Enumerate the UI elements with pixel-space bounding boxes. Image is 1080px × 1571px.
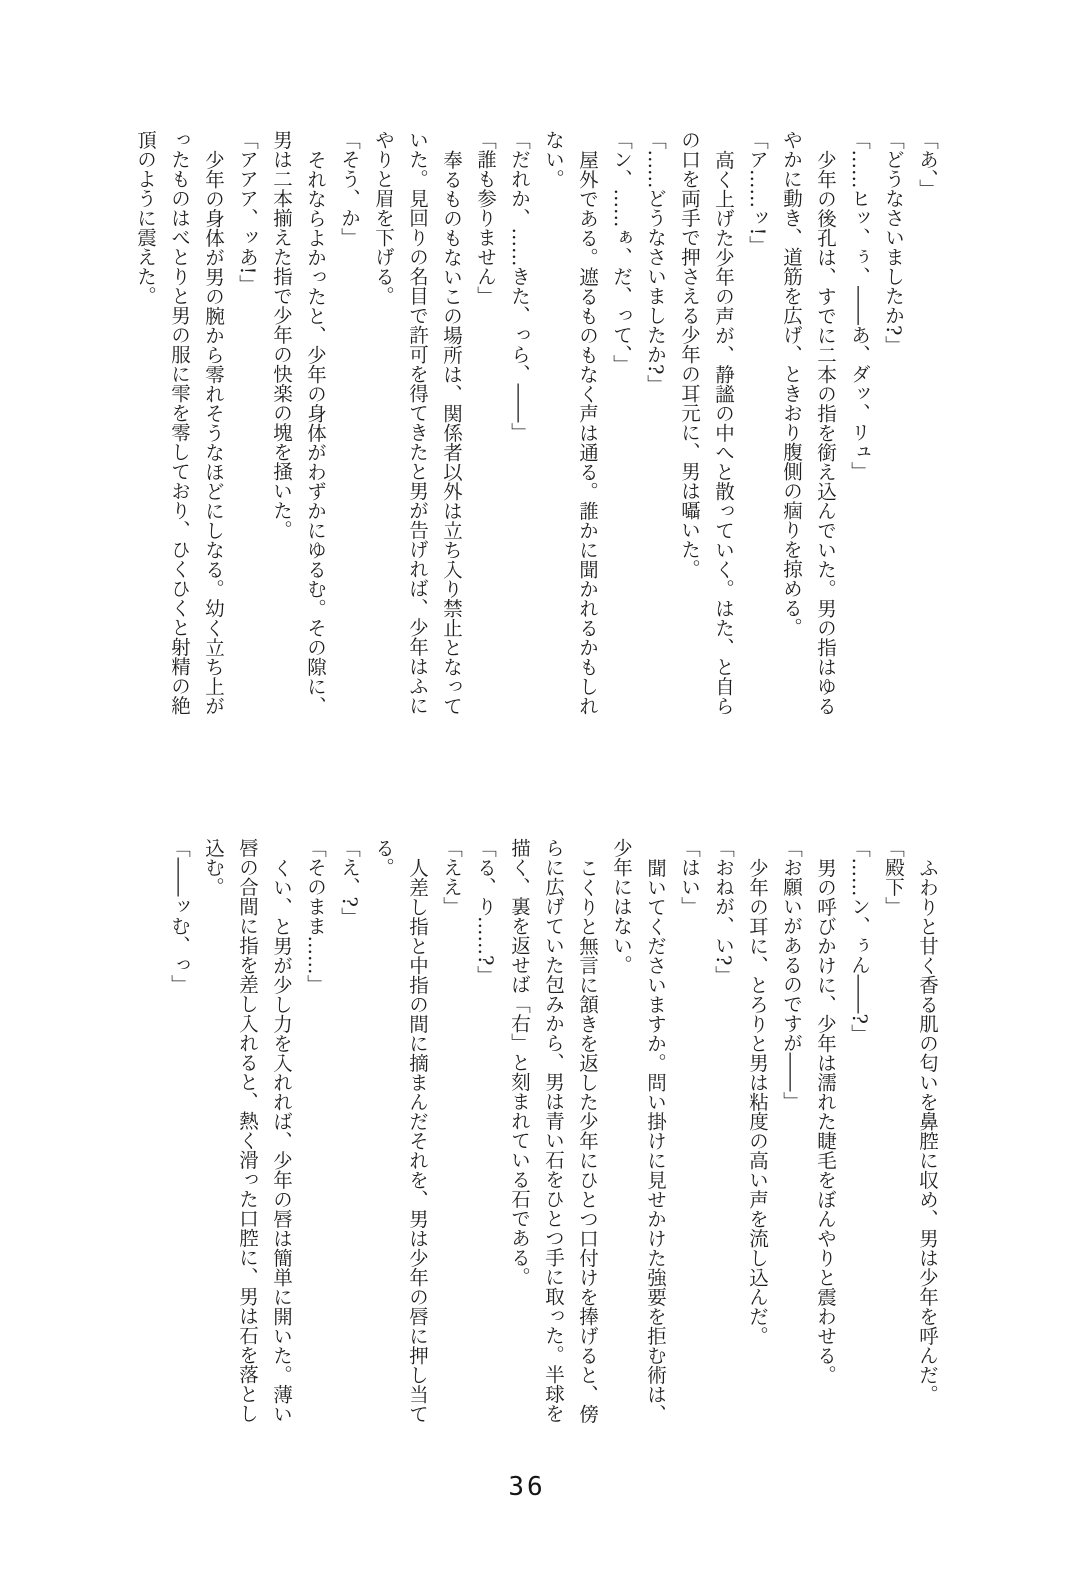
text-paragraph: くい、と男が少し力を入れれば、少年の唇は簡単に開いた。薄い唇の合間に指を差し入れると、熱く滑った口腔に、男は石を落とし込む。	[202, 838, 293, 1423]
text-paragraph: それならよかったと、少年の身体がわずかにゆるむ。その隙に、男は二本揃えた指で少年の快楽の塊を掻いた。	[270, 130, 327, 715]
page-number: 36	[508, 1472, 546, 1502]
text-paragraph: 「ア……ッ!」	[746, 130, 769, 255]
text-paragraph: 「どうなさいましたか?」	[882, 130, 905, 355]
text-paragraph: 「誰も参りません」	[474, 130, 497, 306]
text-paragraph: 少年の身体が男の腕から零れそうなほどにしなる。幼く立ち上がったものはべとりと男の服に雫を零しており、ひくひくと射精の絶頂のように震えた。	[134, 130, 225, 715]
text-paragraph: 「アアア、ッあ!」	[236, 130, 259, 294]
text-paragraph: 「お願いがあるのですが――」	[780, 838, 803, 1111]
text-paragraph: 高く上げた少年の声が、静謐の中へと散っていく。はた、と自らの口を両手で押さえる少年の耳元に、男は囁いた。	[678, 130, 735, 715]
text-paragraph: 「――ッむ、っ」	[168, 838, 191, 994]
text-paragraph: 「え、?」	[338, 838, 361, 927]
text-paragraph: 男の呼びかけに、少年は濡れた睫毛をぼんやりと震わせる。	[814, 857, 837, 1384]
text-paragraph: 屋外である。遮るものもなく声は通る。誰かに聞かれるかもしれない。	[542, 130, 599, 715]
text-paragraph: 少年の後孔は、すでに二本の指を銜え込んでいた。男の指はゆるやかに動き、道筋を広げ、ときおり腹側の痼りを掠める。	[780, 130, 837, 715]
text-paragraph: 「ええ」	[440, 838, 463, 916]
text-paragraph: 少年の耳に、とろりと男は粘度の高い声を流し込んだ。	[746, 857, 769, 1345]
text-paragraph: 「殿下」	[882, 838, 905, 916]
text-paragraph: 「おねが、い?」	[712, 838, 735, 985]
lower-text-block	[162, 838, 944, 1428]
text-paragraph: 人差し指と中指の間に摘まんだそれを、男は少年の唇に押し当てる。	[372, 838, 429, 1423]
text-paragraph: 「そう、か」	[338, 130, 361, 247]
text-paragraph: 「……どうなさいましたか?」	[644, 130, 667, 394]
text-paragraph: 「だれか、……きた、っら、――」	[508, 130, 531, 442]
upper-text-block	[128, 130, 944, 720]
text-paragraph: 「……ン、ぅん――?」	[848, 838, 871, 1044]
text-paragraph: ふわりと甘く香る肌の匂いを鼻腔に収め、男は少年を呼んだ。	[916, 857, 939, 1404]
text-paragraph: 「ン、……ぁ、だ、って、」	[610, 130, 633, 374]
text-paragraph: 「はい」	[678, 838, 701, 916]
text-paragraph: 「……ヒッ、ぅ、――あ、ダッ、リュ」	[848, 130, 871, 481]
text-paragraph: 「あ、」	[916, 130, 939, 199]
text-paragraph: こくりと無言に頷きを返した少年にひとつ口付けを捧げると、傍らに広げていた包みから、男は青い石をひとつ手に取った。半球を描く、裏を返せば「右」と刻まれている石である。	[508, 838, 599, 1423]
text-paragraph: 奉るものもないこの場所は、関係者以外は立ち入り禁止となっていた。見回りの名目で許可を得てきたと男が告げれば、少年はふにやりと眉を下げる。	[372, 130, 463, 715]
text-paragraph: 「そのまま……」	[304, 838, 327, 994]
text-paragraph: 「る、り……?」	[474, 838, 497, 985]
text-paragraph: 聞いてくださいますか。問い掛けに見せかけた強要を拒む術は、少年にはない。	[610, 838, 667, 1423]
